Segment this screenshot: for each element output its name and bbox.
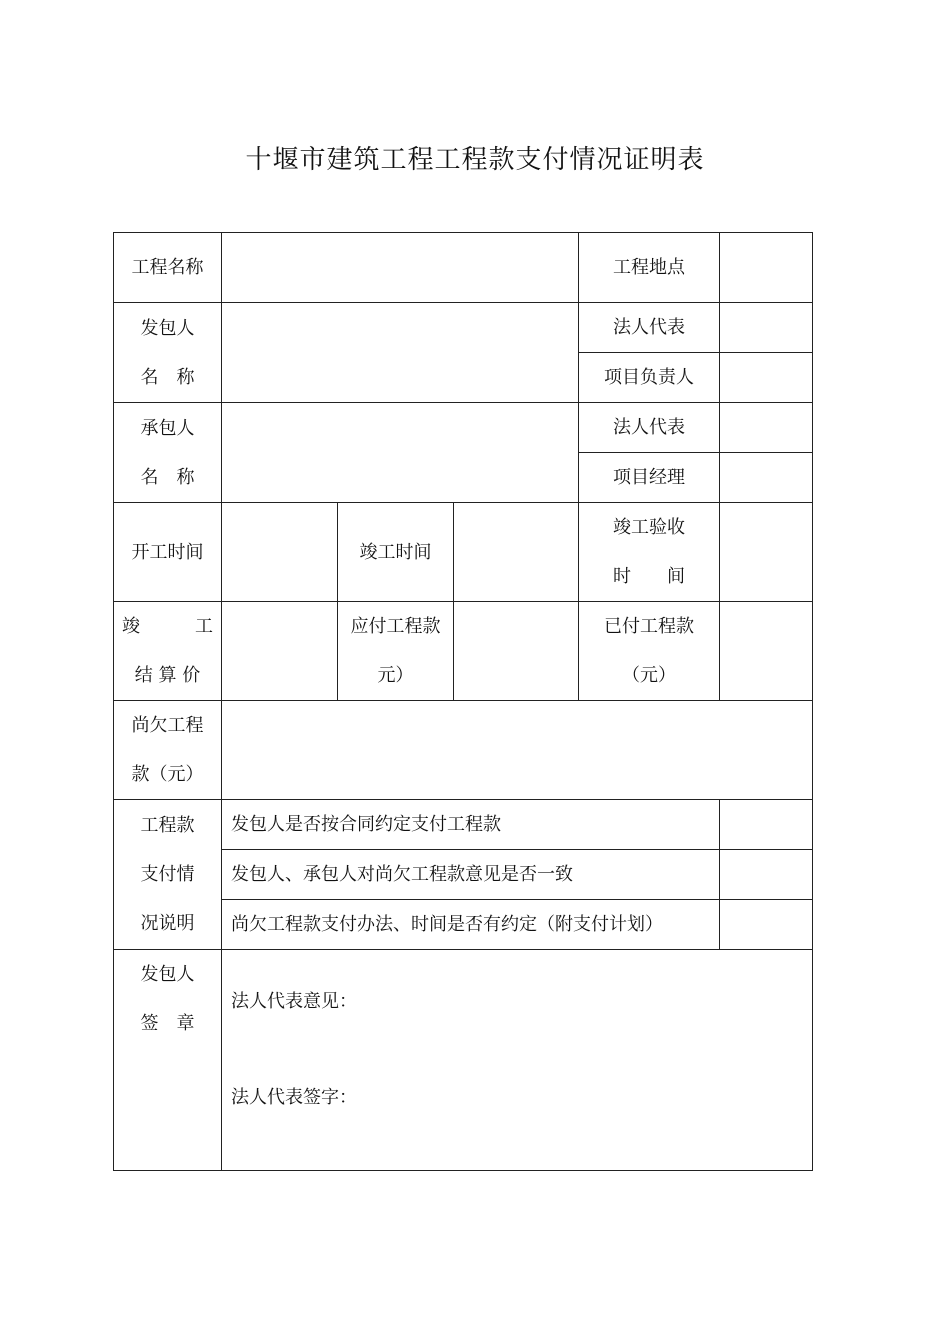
start-time-label: 开工时间 <box>114 503 222 602</box>
payment-question-1: 发包人是否按合同约定支付工程款 <box>222 800 720 850</box>
payment-section-line2: 支付情 <box>140 864 195 885</box>
project-leader-label: 项目负责人 <box>579 353 720 403</box>
payment-answer-3[interactable] <box>720 900 813 950</box>
legal-rep-signature-label: 法人代表签字： <box>231 1087 357 1108</box>
employer-label-line2: 名 称 <box>140 366 195 388</box>
seal-label-line1: 发包人 <box>140 964 195 985</box>
payable-label-line1: 应付工程款 <box>350 616 441 637</box>
payment-answer-1[interactable] <box>720 800 813 850</box>
settlement-label-line1 <box>120 602 215 651</box>
employer-name-value[interactable] <box>222 303 579 403</box>
page-title: 十堰市建筑工程工程款支付情况证明表 <box>245 145 705 175</box>
settlement-price-value[interactable] <box>222 602 338 701</box>
contractor-label-line1: 承包人 <box>140 417 195 439</box>
payment-section-line3: 况说明 <box>140 913 195 934</box>
acceptance-label-line1: 竣工验收 <box>613 517 686 538</box>
signature-area[interactable] <box>222 950 813 1171</box>
paid-amount-label <box>579 602 720 701</box>
payment-certificate-table <box>113 232 813 1171</box>
payable-amount-label <box>338 602 454 701</box>
payable-label-line2: 元） <box>377 665 414 686</box>
settlement-price-label <box>114 602 222 701</box>
employer-name-label <box>114 303 222 403</box>
paid-label-line2: （元） <box>622 665 677 686</box>
arrears-label-line1: 尚欠工程 <box>131 715 204 736</box>
acceptance-label-line2: 时 间 <box>613 566 686 587</box>
employer-seal-label <box>114 950 222 1171</box>
completion-time-value[interactable] <box>454 503 579 602</box>
arrears-label-line2: 款（元） <box>131 764 204 785</box>
employer-legal-rep-label: 法人代表 <box>579 303 720 353</box>
contractor-label-line2: 名 称 <box>140 466 195 488</box>
project-location-value[interactable] <box>720 233 813 303</box>
contractor-legal-rep-label: 法人代表 <box>579 403 720 453</box>
contractor-name-label <box>114 403 222 503</box>
settlement-label-char-a: 竣 <box>122 616 140 637</box>
payment-section-label <box>114 800 222 950</box>
paid-label-line1: 已付工程款 <box>604 616 695 637</box>
payment-section-line1: 工程款 <box>140 815 195 836</box>
contractor-legal-rep-value[interactable] <box>720 403 813 453</box>
project-name-value[interactable] <box>222 233 579 303</box>
paid-amount-value[interactable] <box>720 602 813 701</box>
project-manager-value[interactable] <box>720 453 813 503</box>
payment-question-2: 发包人、承包人对尚欠工程款意见是否一致 <box>222 850 720 900</box>
employer-legal-rep-value[interactable] <box>720 303 813 353</box>
seal-label-line2: 签 章 <box>140 1013 195 1034</box>
project-leader-value[interactable] <box>720 353 813 403</box>
legal-rep-opinion-label: 法人代表意见： <box>231 991 357 1012</box>
acceptance-time-value[interactable] <box>720 503 813 602</box>
project-manager-label: 项目经理 <box>579 453 720 503</box>
payable-amount-value[interactable] <box>454 602 579 701</box>
contractor-name-value[interactable] <box>222 403 579 503</box>
payment-question-3: 尚欠工程款支付办法、时间是否有约定（附支付计划） <box>222 900 720 950</box>
settlement-label-char-b: 工 <box>195 616 213 637</box>
project-name-label: 工程名称 <box>114 233 222 303</box>
project-location-label: 工程地点 <box>579 233 720 303</box>
start-time-value[interactable] <box>222 503 338 602</box>
settlement-label-line2: 结 算 价 <box>134 665 201 686</box>
employer-label-line1: 发包人 <box>140 317 195 339</box>
arrears-label <box>114 701 222 800</box>
arrears-value[interactable] <box>222 701 813 800</box>
acceptance-time-label <box>579 503 720 602</box>
payment-answer-2[interactable] <box>720 850 813 900</box>
completion-time-label: 竣工时间 <box>338 503 454 602</box>
